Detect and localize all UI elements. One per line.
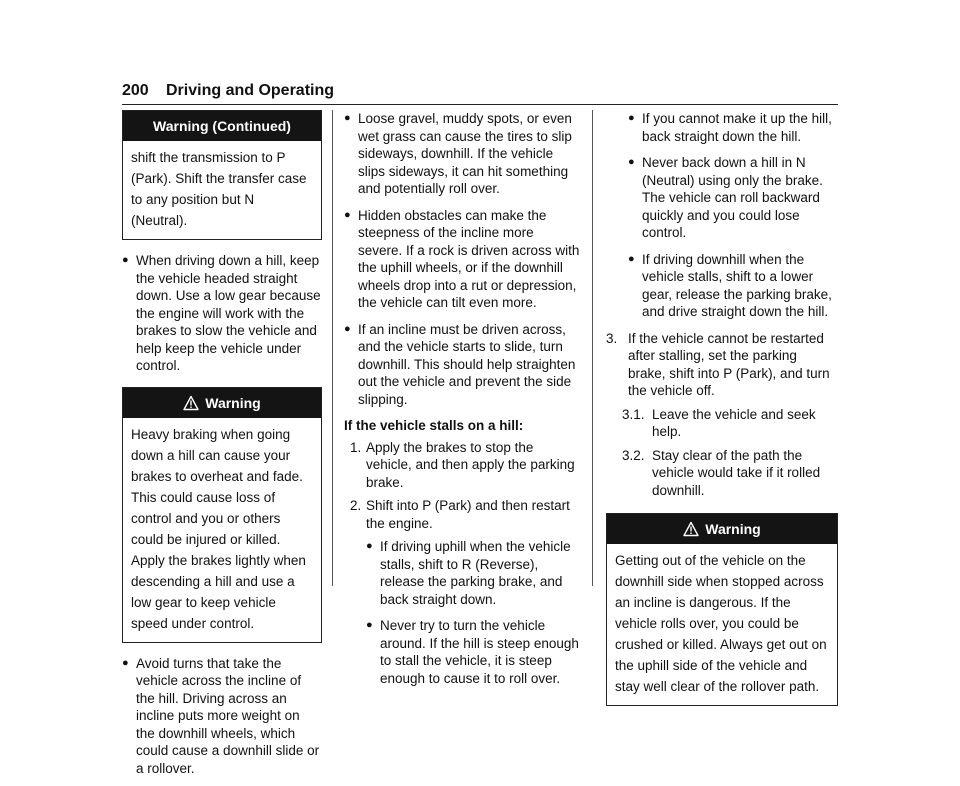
bullet-text: Never back down a hill in N (Neutral) using only the brake. The vehicle can roll backward quickly and you could lose control. — [642, 155, 823, 240]
column-divider — [592, 110, 593, 586]
list-item — [344, 321, 580, 409]
page-header — [122, 82, 838, 105]
bullet-icon: ● — [628, 112, 635, 124]
bullet-icon: ● — [366, 540, 373, 552]
warning-box — [606, 513, 838, 706]
warning-box — [122, 387, 322, 643]
list-item — [344, 617, 580, 687]
bullet-text: Hidden obstacles can make the steepness of the incline more severe. If a rock is driven across with the uphill wheels, or if the downhill wheels drop into a rut or depression, the vehicle can tilt even more. — [358, 207, 580, 310]
list-item — [344, 110, 580, 198]
step-text: Shift into P (Park) and then restart the engine. — [366, 498, 570, 531]
list-item — [122, 252, 322, 375]
warning-continued-title: Warning (Continued) — [123, 111, 321, 141]
warning-continued-box — [122, 110, 322, 240]
bullet-text: Avoid turns that take the vehicle across the incline of the hill. Driving across an incline puts more weight on the downhill wheels, which could cause a downhill slide or a rollover. — [136, 655, 320, 776]
step-item — [606, 406, 838, 441]
column-left — [122, 110, 322, 786]
list-item — [606, 110, 838, 145]
bullet-text: Loose gravel, muddy spots, or even wet grass can cause the tires to slip sideways, downhill. If the vehicle slips sideways, it can hit something and potentially roll over. — [358, 111, 572, 196]
list-item — [606, 251, 838, 321]
list-item — [606, 154, 838, 242]
page-number: 200 — [122, 82, 149, 99]
bullet-icon: ● — [344, 208, 351, 221]
step-text: Apply the brakes to stop the vehicle, and then apply the parking brake. — [366, 439, 575, 490]
list-item — [122, 655, 322, 778]
step-text: If the vehicle cannot be restarted after stalling, set the parking brake, shift into P (Park), and turn the vehicle off. — [628, 330, 830, 398]
step-number: 3.1. — [622, 406, 645, 422]
bullet-text: Never try to turn the vehicle around. If the hill is steep enough to stall the vehicle, it is steep enough to cause it to roll over. — [380, 618, 579, 686]
warning-text: Heavy braking when going down a hill can cause your brakes to overheat and fade. This could cause loss of control and you or others could be injured or killed. Apply the brakes lightly when descending a hill and use a low gear to keep vehicle speed under control. — [131, 426, 306, 631]
bullet-text: If driving downhill when the vehicle stalls, shift to a lower gear, release the parking brake, and drive straight down the hill. — [642, 251, 832, 319]
list-item — [344, 207, 580, 312]
warning-title: Warning — [705, 521, 761, 537]
bullet-icon: ● — [122, 254, 129, 266]
bullet-icon: ● — [628, 156, 635, 168]
warning-text: Getting out of the vehicle on the downhill side when stopped across an incline is dangerous. If the vehicle rolls over, you could be crushed or killed. Always get out on the uphill side of the vehicle and stay well clear of the rollover path. — [615, 553, 827, 694]
step-item — [606, 447, 838, 500]
step-item — [344, 497, 580, 532]
step-item — [344, 439, 580, 492]
warning-triangle-icon — [183, 395, 199, 411]
step-number: 1. — [350, 439, 362, 455]
column-right — [606, 110, 838, 718]
bullet-icon: ● — [344, 112, 351, 124]
warning-header — [607, 514, 837, 544]
warning-header — [123, 388, 321, 418]
list-item — [344, 538, 580, 608]
step-item — [606, 330, 838, 400]
step-number: 3. — [606, 330, 618, 346]
bullet-text: If you cannot make it up the hill, back straight down the hill. — [642, 111, 832, 144]
bullet-icon: ● — [628, 252, 635, 265]
warning-title: Warning — [205, 394, 261, 411]
column-middle — [344, 110, 580, 696]
column-divider — [332, 110, 333, 586]
warning-continued-text: shift the transmission to P (Park). Shift the transfer case to any position but N (Neutral). — [131, 150, 307, 228]
bullet-icon: ● — [122, 656, 129, 669]
warning-triangle-icon — [683, 521, 699, 537]
section-title: Driving and Operating — [166, 82, 335, 99]
step-number: 3.2. — [622, 447, 645, 463]
stall-heading: If the vehicle stalls on a hill: — [344, 418, 524, 433]
bullet-icon: ● — [344, 322, 351, 335]
step-number: 2. — [350, 498, 362, 513]
step-text: Leave the vehicle and seek help. — [652, 406, 816, 439]
bullet-text: If an incline must be driven across, and the vehicle starts to slide, turn downhill. This should help straighten out the vehicle and prevent the side slipping. — [358, 321, 576, 407]
bullet-text: If driving uphill when the vehicle stalls, shift to R (Reverse), release the parking brake, and back straight down. — [380, 539, 571, 607]
step-text: Stay clear of the path the vehicle would take if it rolled downhill. — [652, 447, 821, 498]
bullet-text: When driving down a hill, keep the vehicle headed straight down. Use a low gear because the engine will work with the brakes to slow the vehicle and help keep the vehicle under control. — [136, 253, 321, 373]
bullet-icon: ● — [366, 619, 373, 631]
